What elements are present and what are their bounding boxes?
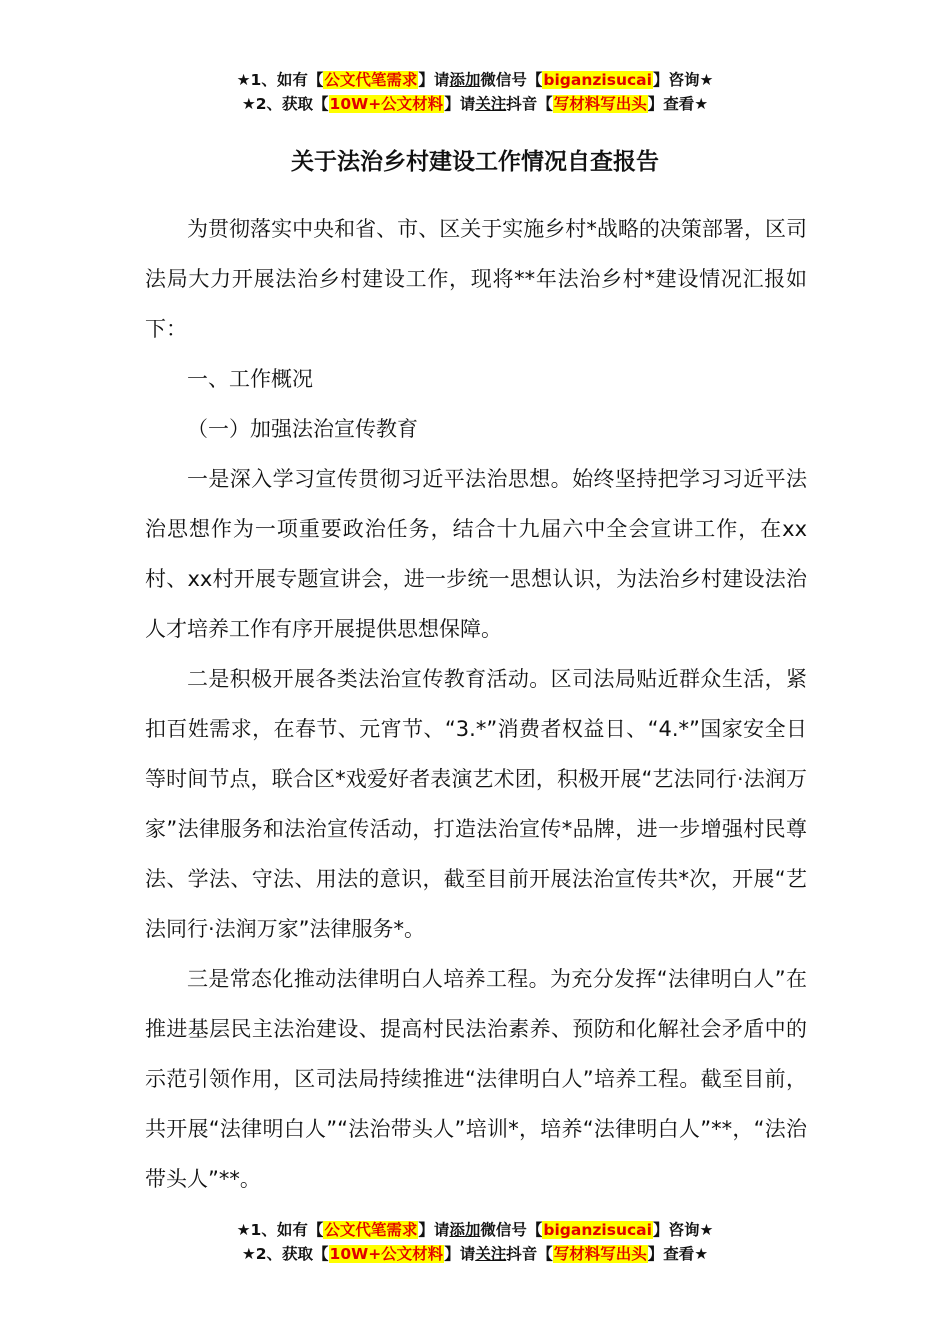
paragraph-intro: 为贯彻落实中央和省、市、区关于实施乡村*战略的决策部署，区司法局大力开展法治乡村建设工作，现将**年法治乡村*建设情况汇报如下：: [145, 217, 807, 341]
promo-banner-top: [0, 68, 950, 116]
document-body: [145, 204, 807, 1204]
promo-highlight: 公文代笔需求: [324, 1221, 418, 1239]
promo-douyin-account: 写材料写出头: [553, 95, 647, 113]
promo-banner-bottom: [0, 1218, 950, 1266]
promo-line-consult: ★1、如有【公文代笔需求】请添加微信号【biganzisucai】咨询★: [236, 71, 714, 89]
subsection-heading: （一）加强法治宣传教育: [187, 417, 418, 441]
promo-highlight: 10W+公文材料: [329, 1245, 444, 1263]
promo-line-materials: ★2、获取【10W+公文材料】请关注抖音【写材料写出头】查看★: [241, 1245, 709, 1263]
paragraph: 三是常态化推动法律明白人培养工程。为充分发挥“法律明白人”在推进基层民主法治建设、提高村民法治素养、预防和化解社会矛盾中的示范引领作用，区司法局持续推进“法律明白人”培养工程。截至目前，共开展“法律明白人”“法治带头人”培训*，培养“法律明白人”**，“法治带头人”**。: [145, 967, 807, 1191]
section-heading: 一、工作概况: [187, 367, 313, 391]
promo-highlight: 10W+公文材料: [329, 95, 444, 113]
paragraph: 一是深入学习宣传贯彻习近平法治思想。始终坚持把学习习近平法治思想作为一项重要政治任务，结合十九届六中全会宣讲工作，在xx村、xx村开展专题宣讲会，进一步统一思想认识，为法治乡村建设法治人才培养工作有序开展提供思想保障。: [145, 467, 807, 641]
promo-douyin-account: 写材料写出头: [553, 1245, 647, 1263]
paragraph: 二是积极开展各类法治宣传教育活动。区司法局贴近群众生活，紧扣百姓需求，在春节、元宵节、“3.*”消费者权益日、“4.*”国家安全日等时间节点，联合区*戏爱好者表演艺术团，积极开展“艺法同行·法润万家”法律服务和法治宣传活动，打造法治宣传*品牌，进一步增强村民尊法、学法、守法、用法的意识，截至目前开展法治宣传共*次，开展“艺法同行·法润万家”法律服务*。: [145, 667, 807, 941]
promo-line-consult: ★1、如有【公文代笔需求】请添加微信号【biganzisucai】咨询★: [236, 1221, 714, 1239]
promo-line-materials: ★2、获取【10W+公文材料】请关注抖音【写材料写出头】查看★: [241, 95, 709, 113]
promo-highlight: 公文代笔需求: [324, 71, 418, 89]
promo-wechat-id: biganzisucai: [543, 1221, 652, 1239]
promo-wechat-id: biganzisucai: [543, 71, 652, 89]
document-title: 关于法治乡村建设工作情况自查报告: [291, 149, 659, 175]
